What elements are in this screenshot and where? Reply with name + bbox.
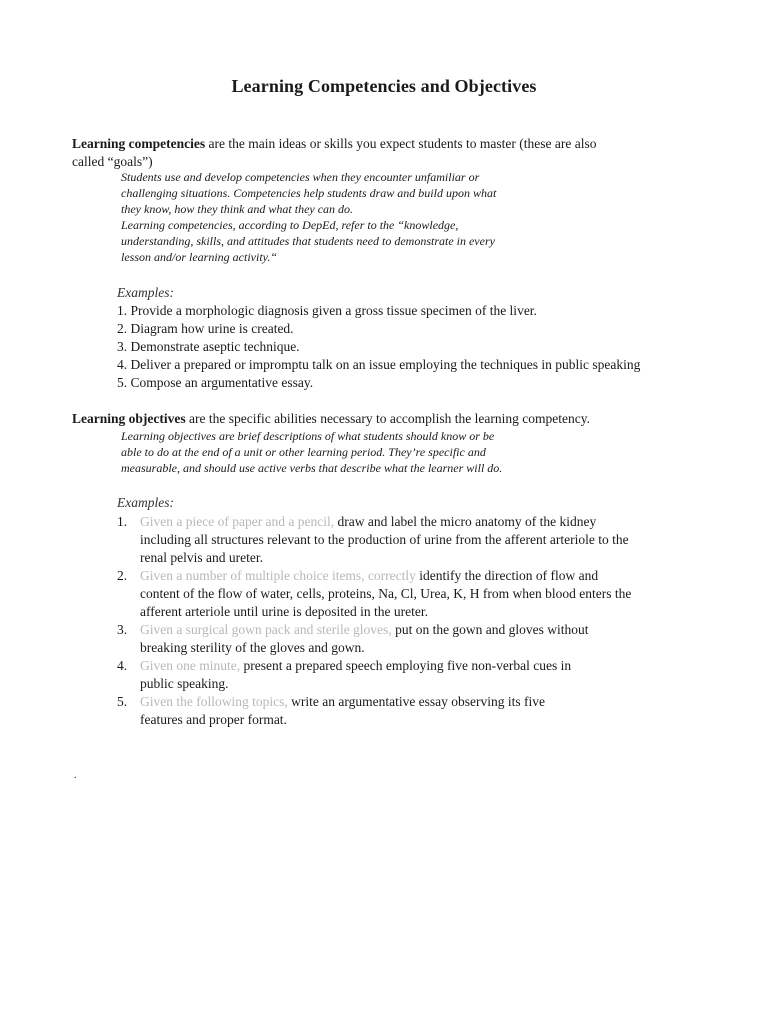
- condition-text: Given a piece of paper and a pencil,: [140, 514, 335, 529]
- item-number: 2.: [117, 568, 128, 583]
- note-line: Learning objectives are brief descriptions of what students should know or be: [121, 429, 495, 443]
- objectives-examples-label: Examples:: [117, 495, 174, 510]
- note-line: measurable, and should use active verbs that describe what the learner will do.: [121, 461, 503, 475]
- competencies-definition-text: are the main ideas or skills you expect students to master (these are also: [205, 136, 597, 151]
- note-line: understanding, skills, and attitudes that students need to demonstrate in every: [121, 234, 495, 248]
- note-line: they know, how they think and what they can do.: [121, 202, 354, 216]
- item-text: draw and label the micro anatomy of the kidney: [334, 514, 597, 529]
- list-item: [117, 513, 717, 567]
- item-number: 4.: [117, 658, 128, 673]
- item-text: present a prepared speech employing five non-verbal cues in: [240, 658, 572, 673]
- competencies-term: Learning competencies: [72, 136, 206, 151]
- note-line: able to do at the end of a unit or other learning period. They’re specific and: [121, 445, 486, 459]
- page-title: Learning Competencies and Objectives: [231, 76, 537, 96]
- list-item: [117, 657, 717, 693]
- competencies-examples-list: [117, 302, 757, 392]
- competencies-definition: [72, 135, 712, 171]
- list-item: 3. Demonstrate aseptic technique.: [117, 339, 300, 354]
- item-text: identify the direction of flow and: [415, 568, 599, 583]
- list-item: [117, 567, 717, 621]
- trailing-mark: .: [74, 770, 77, 781]
- item-text: write an argumentative essay observing its five: [287, 694, 546, 709]
- list-item: 5. Compose an argumentative essay.: [117, 375, 314, 390]
- objectives-definition: [72, 410, 712, 428]
- condition-text: Given the following topics,: [140, 694, 288, 709]
- note-line: challenging situations. Competencies help students draw and build upon what: [121, 186, 497, 200]
- condition-text: Given a number of multiple choice items, correctly: [140, 568, 416, 583]
- item-text: public speaking.: [140, 676, 229, 691]
- objectives-term: Learning objectives: [72, 411, 186, 426]
- competencies-examples-label: Examples:: [117, 285, 174, 300]
- list-item: [117, 693, 717, 729]
- condition-text: Given one minute,: [140, 658, 241, 673]
- objectives-definition-text: are the specific abilities necessary to accomplish the learning competency.: [185, 411, 590, 426]
- item-text: put on the gown and gloves without: [391, 622, 589, 637]
- item-number: 1.: [117, 514, 128, 529]
- objectives-examples-list: [117, 513, 717, 729]
- item-number: 5.: [117, 694, 128, 709]
- item-text: renal pelvis and ureter.: [140, 550, 263, 565]
- competencies-note: [121, 169, 581, 265]
- list-item: [117, 621, 717, 657]
- item-text: including all structures relevant to the production of urine from the afferent arteriole to the: [140, 532, 629, 547]
- list-item: 1. Provide a morphologic diagnosis given a gross tissue specimen of the liver.: [117, 303, 537, 318]
- note-line: lesson and/or learning activity.“: [121, 250, 277, 264]
- note-line: Students use and develop competencies when they encounter unfamiliar or: [121, 170, 480, 184]
- list-item: 4. Deliver a prepared or impromptu talk on an issue employing the techniques in public speaking: [117, 357, 641, 372]
- item-number: 3.: [117, 622, 128, 637]
- item-text: afferent arteriole until urine is deposited in the ureter.: [140, 604, 429, 619]
- item-text: breaking sterility of the gloves and gown.: [140, 640, 365, 655]
- list-item: 2. Diagram how urine is created.: [117, 321, 294, 336]
- objectives-note: [121, 428, 581, 476]
- item-text: content of the flow of water, cells, proteins, Na, Cl, Urea, K, H from when blood enters the: [140, 586, 632, 601]
- competencies-definition-cont: called “goals”): [72, 154, 153, 169]
- note-line: Learning competencies, according to DepEd, refer to the “knowledge,: [121, 218, 459, 232]
- item-text: features and proper format.: [140, 712, 287, 727]
- condition-text: Given a surgical gown pack and sterile gloves,: [140, 622, 392, 637]
